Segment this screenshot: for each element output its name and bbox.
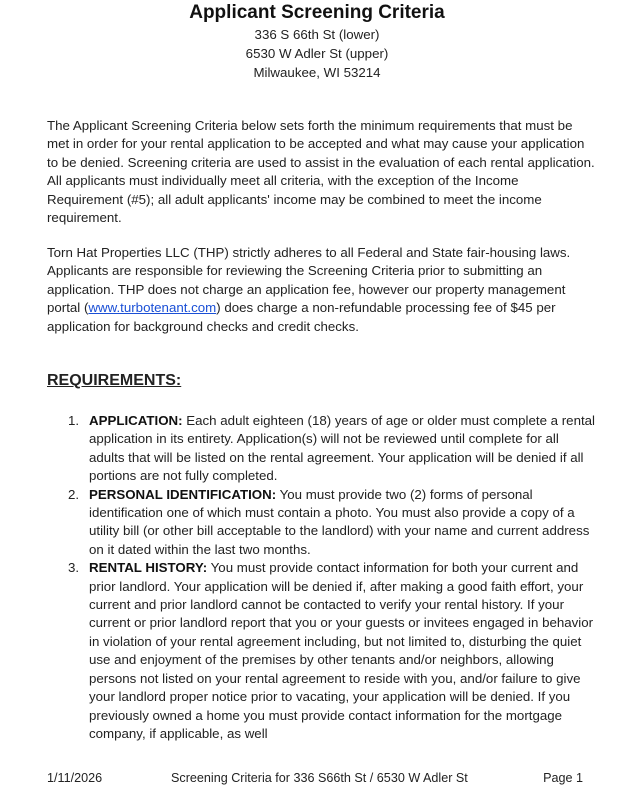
requirement-text: You must provide contact information for both your current and prior landlord. Your application will be denied if, after making a good faith effort, your current and prior landlord cannot be contacted to verify your rental history. If your current or prior landlord report that you or your guests or invitees engaged in behavior in violation of your rental agreement including, but not limited to, disturbing the quiet use and enjoyment of the premises by other tenants and/or neighbors, allowing persons not listed on your rental agreement to reside with you, and/or failure to give your landlord proper notice prior to vacating, your application will be denied. If you previously owned a home you must provide contact information for the mortgage company, if applicable, as well	[89, 560, 594, 741]
footer-date: 1/11/2026	[47, 771, 103, 785]
address-line-upper: 6530 W Adler St (upper)	[245, 46, 389, 61]
fair-housing-text-before-link: Torn Hat Properties LLC (THP) strictly adheres to all Federal and State fair-housing laws. Applicants are responsible for reviewing the Screening Criteria prior to submitting an application. THP does not charge an application fee, however our property management portal (	[47, 245, 571, 316]
fair-housing-text-after-link: ) does charge a non-refundable processing fee of $45 per application for background checks and credit checks.	[47, 300, 556, 334]
requirement-label: APPLICATION:	[89, 413, 183, 428]
address-line-lower: 336 S 66th St (lower)	[254, 27, 380, 42]
requirement-item-rental-history	[47, 559, 597, 743]
requirement-item-application	[47, 412, 597, 486]
requirements-heading: REQUIREMENTS:	[47, 372, 182, 389]
requirement-label: RENTAL HISTORY:	[89, 560, 208, 576]
document-header	[0, 0, 634, 82]
turbotenant-link[interactable]: www.turbotenant.com	[88, 300, 217, 316]
requirement-number: 3.	[68, 560, 80, 576]
fair-housing-paragraph	[47, 244, 597, 336]
requirement-text: You must provide two (2) forms of personal identification one of which must contain a photo. You must also provide a copy of a utility bill (or other bill acceptable to the landlord) with your name and current address on it dated within the last two months.	[89, 486, 590, 557]
requirement-label: PERSONAL IDENTIFICATION:	[89, 486, 277, 502]
requirement-text: Each adult eighteen (18) years of age or older must complete a rental application in its entirety. Application(s) will not be reviewed until complete for all adults that will be listed on the rental agreement. Your application will be denied if all portions are not fully completed.	[89, 413, 596, 484]
footer-page-number: Page 1	[543, 771, 583, 785]
footer-document-label: Screening Criteria for 336 S66th St / 6530 W Adler St	[171, 771, 468, 785]
page-footer	[47, 771, 587, 789]
requirement-number: 1.	[68, 413, 80, 428]
address-city-state-zip: Milwaukee, WI 53214	[253, 65, 381, 80]
requirement-item-personal-identification	[47, 486, 597, 560]
document-title: Applicant Screening Criteria	[189, 2, 445, 23]
requirements-list	[47, 412, 597, 743]
requirement-number: 2.	[68, 486, 80, 502]
intro-paragraph: The Applicant Screening Criteria below sets forth the minimum requirements that must be met in order for your rental application to be accepted and what may cause your application to be denied. Screening criteria are used to assist in the evaluation of each rental application. All applicants must individually meet all criteria, with the exception of the Income Requirement (#5); all adult applicants' income may be combined to meet the income requirement.	[47, 118, 595, 226]
